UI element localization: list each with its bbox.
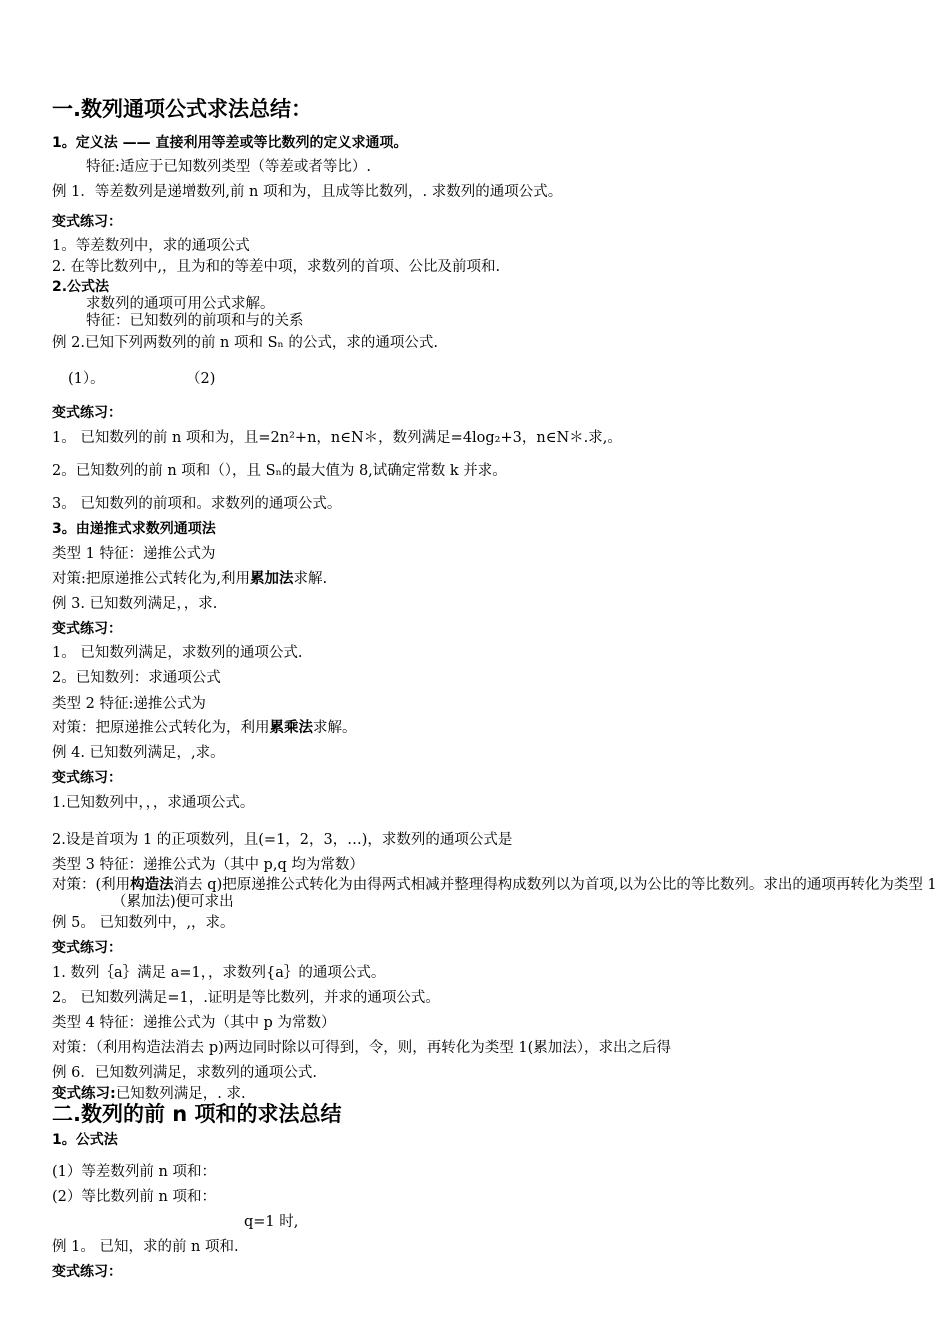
type1-strategy <box>52 570 327 588</box>
type1-strategy-post: 求解. <box>293 571 328 587</box>
type3-practice-1: 1. 数列｛a｝满足 a=1，，求数列{a｝的通项公式。 <box>52 965 386 981</box>
method2-subcase-2: （2) <box>186 371 216 387</box>
type3-strategy <box>52 877 950 911</box>
section2-method1-title: 1。公式法 <box>52 1132 118 1148</box>
type2-strategy-post: 求解。 <box>313 720 357 736</box>
section2-title: 二.数列的前 n 项和的求法总结 <box>52 1102 342 1126</box>
method2-practice-2: 2。已知数列的前 n 项和（），且 Sₙ的最大值为 8,试确定常数 k 并求。 <box>52 463 507 479</box>
type1-practice-title: 变式练习： <box>52 621 122 637</box>
type3-example: 例 5。 已知数列中，,，求。 <box>52 915 235 931</box>
type1-strategy-pre: 对策:把原递推公式转化为,利用 <box>52 571 250 587</box>
type4-practice-title: 变式练习: <box>52 1086 116 1102</box>
type2-strategy-bold: 累乘法 <box>269 720 313 736</box>
method1-practice-2: 2. 在等比数列中,，且为和的等差中项，求数列的首项、公比及前项和. <box>52 259 501 275</box>
type2-practice-title: 变式练习： <box>52 770 122 786</box>
type1-strategy-bold: 累加法 <box>250 571 294 587</box>
type2-practice-2: 2.设是首项为 1 的正项数列，且(=1，2，3，…)，求数列的通项公式是 <box>52 832 513 848</box>
method2-practice-1: 1。 已知数列的前 n 项和为，且=2n²+n，n∈N＊，数列满足=4log₂+3，n∈N＊.求,。 <box>52 430 622 446</box>
section2-example: 例 1。 已知，求的前 n 项和. <box>52 1239 239 1255</box>
method2-description: 求数列的通项可用公式求解。 <box>86 296 275 312</box>
method1-practice-title: 变式练习： <box>52 214 122 230</box>
type2-strategy-pre: 对策：把原递推公式转化为，利用 <box>52 720 270 736</box>
method2-practice-3: 3。 已知数列的前项和。求数列的通项公式。 <box>52 496 342 512</box>
type1-example: 例 3. 已知数列满足，，求. <box>52 596 218 612</box>
type3-practice-2: 2。 已知数列满足=1，.证明是等比数列，并求的通项公式。 <box>52 990 440 1006</box>
type3-strategy-pre: 对策：(利用 <box>52 877 131 893</box>
type3-practice-title: 变式练习： <box>52 940 122 956</box>
type4-strategy: 对策：（利用构造法消去 p)两边同时除以可得到，令，则，再转化为类型 1(累加法），求出之后得 <box>52 1040 672 1056</box>
method1-title: 1。定义法 —— 直接利用等差或等比数列的定义求通项。 <box>52 135 408 151</box>
type2-example: 例 4. 已知数列满足，,求。 <box>52 745 225 761</box>
geometric-q-equals-1: q=1 时, <box>244 1214 299 1230</box>
type1-practice-2: 2。已知数列：求通项公式 <box>52 670 221 686</box>
method1-example: 例 1．等差数列是递增数列,前 n 项和为，且成等比数列，. 求数列的通项公式。 <box>52 184 563 200</box>
method2-title: 2.公式法 <box>52 279 110 295</box>
method2-feature: 特征：已知数列的前项和与的关系 <box>86 313 304 329</box>
method3-title: 3。由递推式求数列通项法 <box>52 521 216 537</box>
type1-label: 类型 1 特征：递推公式为 <box>52 546 216 562</box>
type4-label: 类型 4 特征：递推公式为（其中 p 为常数） <box>52 1015 336 1031</box>
type2-label: 类型 2 特征:递推公式为 <box>52 696 206 712</box>
type1-practice-1: 1。 已知数列满足，求数列的通项公式. <box>52 645 303 661</box>
type4-practice-text: 已知数列满足，. 求. <box>115 1086 246 1102</box>
type3-strategy-post: 消去 q)把原递推公式转化为由得两式相减并整理得构成数列以为首项,以为公比的等比数列。求出的通项再转化为类型 1（累加法)便可求出 <box>112 877 937 910</box>
method1-feature: 特征:适应于已知数列类型（等差或者等比）. <box>86 159 371 175</box>
type2-practice-1: 1.已知数列中，，，求通项公式。 <box>52 795 255 811</box>
method2-example: 例 2.已知下列两数列的前 n 项和 Sₙ 的公式，求的通项公式. <box>52 335 439 351</box>
geometric-sum-line: (2）等比数列前 n 项和： <box>52 1189 216 1205</box>
type3-strategy-bold: 构造法 <box>130 877 174 893</box>
method1-practice-1: 1。等差数列中，求的通项公式 <box>52 238 250 254</box>
arithmetic-sum-line: (1）等差数列前 n 项和： <box>52 1164 216 1180</box>
method2-subcase-1: (1）。 <box>68 371 105 387</box>
type4-example: 例 6．已知数列满足，求数列的通项公式. <box>52 1065 317 1081</box>
section2-practice-title: 变式练习： <box>52 1264 122 1280</box>
section1-title: 一.数列通项公式求法总结： <box>52 97 312 121</box>
type2-strategy <box>52 719 357 737</box>
method2-practice-title: 变式练习： <box>52 405 122 421</box>
type3-label: 类型 3 特征：递推公式为（其中 p,q 均为常数） <box>52 857 364 873</box>
